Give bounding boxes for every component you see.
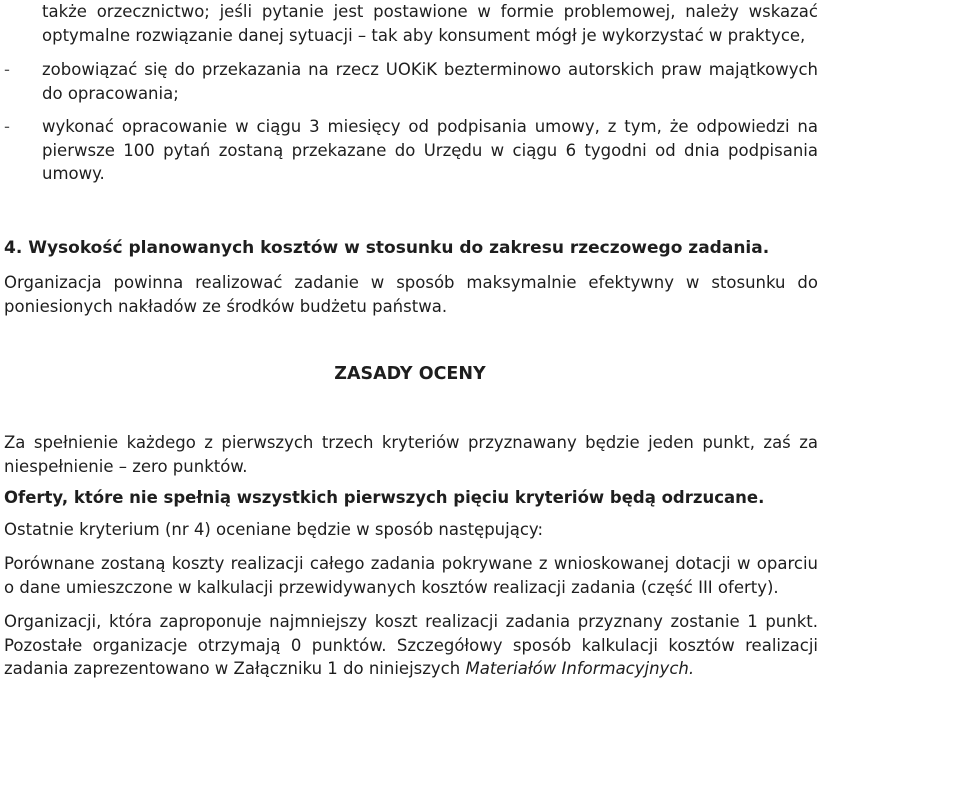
rules-paragraph-2-bold: Oferty, które nie spełnią wszystkich pierwszych pięciu kryteriów będą odrzucane.: [4, 488, 765, 507]
list-item-text: zobowiązać się do przekazania na rzecz UOKiK bezterminowo autorskich praw majątkowych do opracowania;: [42, 60, 818, 103]
intro-continuation-text: także orzecznictwo; jeśli pytanie jest postawione w formie problemowej, należy wskazać optymalne rozwiązanie danej sytuacji – tak aby konsument mógł je wykorzystać w praktyce,: [42, 2, 818, 45]
list-dash: -: [4, 60, 10, 79]
list-dash: -: [4, 117, 10, 136]
list-item-text: wykonać opracowanie w ciągu 3 miesięcy od podpisania umowy, z tym, że odpowiedzi na pierwsze 100 pytań zostaną przekazane do Urzędu w ciągu 6 tygodni od dnia podpisania umowy.: [42, 117, 818, 183]
rules-paragraph-3: Ostatnie kryterium (nr 4) oceniane będzie w sposób następujący:: [4, 520, 544, 539]
rules-paragraph-1: Za spełnienie każdego z pierwszych trzech kryteriów przyznawany będzie jeden punkt, zaś za niespełnienie – zero punktów.: [4, 433, 818, 476]
rules-paragraph-5: [4, 610, 818, 681]
section-4-body: Organizacja powinna realizować zadanie w sposób maksymalnie efektywny w stosunku do poniesionych nakładów ze środków budżetu państwa.: [4, 273, 818, 316]
rules-title: ZASADY OCENY: [334, 364, 486, 384]
section-4-heading: 4. Wysokość planowanych kosztów w stosunku do zakresu rzeczowego zadania.: [4, 238, 770, 258]
rules-paragraph-5-italic: Materiałów Informacyjnych.: [465, 659, 695, 678]
rules-paragraph-4: Porównane zostaną koszty realizacji całego zadania pokrywane z wnioskowanej dotacji w oparciu o dane umieszczone w kalkulacji przewidywanych kosztów realizacji zadania (część III oferty).: [4, 554, 818, 597]
rules-paragraph-5-main: Organizacji, która zaproponuje najmniejszy koszt realizacji zadania przyznany zostanie 1 punkt. Pozostałe organizacje otrzymają 0 punktów. Szczegółowy sposób kalkulacji kosztów realizacji zadania zaprezentowano w Załączniku 1 do niniejszych: [4, 612, 818, 678]
